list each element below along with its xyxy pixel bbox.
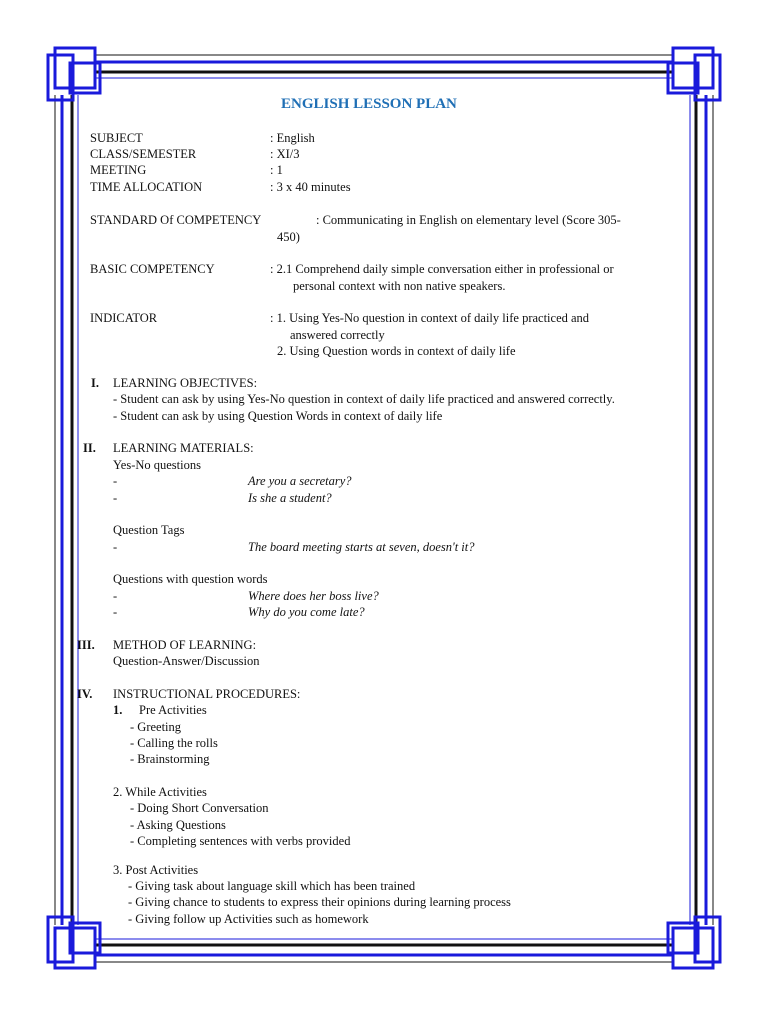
- standard-line-1: : Communicating in English on elementary level (Score 305-: [316, 213, 621, 227]
- method-text: Question-Answer/Discussion: [113, 654, 260, 668]
- qwords-heading: Questions with question words: [113, 572, 268, 586]
- dash: -: [113, 605, 118, 619]
- section-4-number: IV.: [77, 687, 93, 701]
- pre-activities-number: 1.: [113, 703, 123, 717]
- example-sentence: The board meeting starts at seven, doesn't it?: [248, 540, 475, 554]
- yesno-heading: Yes-No questions: [113, 458, 201, 472]
- post-activities-heading: 3. Post Activities: [113, 863, 199, 877]
- example-sentence: Where does her boss live?: [248, 589, 379, 603]
- field-label-time: TIME ALLOCATION: [90, 180, 203, 194]
- field-label-class: CLASS/SEMESTER: [90, 147, 197, 161]
- procedure-item: - Doing Short Conversation: [130, 801, 269, 815]
- objective-item: - Student can ask by using Question Words in context of daily life: [113, 409, 443, 423]
- section-3-title: METHOD OF LEARNING:: [113, 638, 257, 652]
- field-value-time: : 3 x 40 minutes: [270, 180, 351, 194]
- example-sentence: Are you a secretary?: [248, 474, 352, 488]
- section-2-title: LEARNING MATERIALS:: [113, 441, 254, 455]
- dash: -: [113, 491, 118, 505]
- procedure-item: - Brainstorming: [130, 752, 210, 766]
- basic-competency-label: BASIC COMPETENCY: [90, 262, 215, 276]
- section-1-number: I.: [91, 376, 99, 390]
- field-value-meeting: : 1: [270, 163, 283, 177]
- dash: -: [113, 474, 118, 488]
- section-3-number: III.: [77, 638, 95, 652]
- procedure-item: - Giving task about language skill which has been trained: [128, 879, 416, 893]
- corner-ornament-bottom-left: [48, 917, 100, 968]
- standard-line-2: 450): [277, 230, 300, 244]
- section-2-number: II.: [83, 441, 96, 455]
- corner-ornament-bottom-right: [668, 917, 720, 968]
- section-1-title: LEARNING OBJECTIVES:: [113, 376, 258, 390]
- field-value-subject: : English: [270, 131, 315, 145]
- procedure-item: - Asking Questions: [130, 818, 226, 832]
- corner-ornament-top-left: [48, 48, 100, 100]
- field-label-subject: SUBJECT: [90, 131, 143, 145]
- corner-ornament-top-right: [668, 48, 720, 100]
- indicator-line-2: answered correctly: [290, 328, 385, 342]
- section-4-title: INSTRUCTIONAL PROCEDURES:: [113, 687, 301, 701]
- indicator-label: INDICATOR: [90, 311, 158, 325]
- objective-item: - Student can ask by using Yes-No question in context of daily life practiced and answered correctly.: [113, 392, 615, 406]
- example-sentence: Why do you come late?: [248, 605, 365, 619]
- indicator-line-1: : 1. Using Yes-No question in context of daily life practiced and: [270, 311, 590, 325]
- procedure-item: - Completing sentences with verbs provided: [130, 834, 351, 848]
- procedure-item: - Giving follow up Activities such as homework: [128, 912, 369, 926]
- while-activities-heading: 2. While Activities: [113, 785, 207, 799]
- field-label-meeting: MEETING: [90, 163, 147, 177]
- procedure-item: - Giving chance to students to express their opinions during learning process: [128, 895, 511, 909]
- procedure-item: - Calling the rolls: [130, 736, 218, 750]
- dash: -: [113, 540, 118, 554]
- field-value-class: : XI/3: [270, 147, 300, 161]
- basic-competency-line-1: : 2.1 Comprehend daily simple conversation either in professional or: [270, 262, 614, 276]
- pre-activities-heading: Pre Activities: [139, 703, 207, 717]
- example-sentence: Is she a student?: [248, 491, 332, 505]
- basic-competency-line-2: personal context with non native speakers.: [293, 279, 506, 293]
- tags-heading: Question Tags: [113, 523, 185, 537]
- document-title: ENGLISH LESSON PLAN: [281, 96, 457, 112]
- dash: -: [113, 589, 118, 603]
- procedure-item: - Greeting: [130, 720, 182, 734]
- indicator-line-3: 2. Using Question words in context of daily life: [277, 344, 516, 358]
- standard-label: STANDARD Of COMPETENCY: [90, 213, 262, 227]
